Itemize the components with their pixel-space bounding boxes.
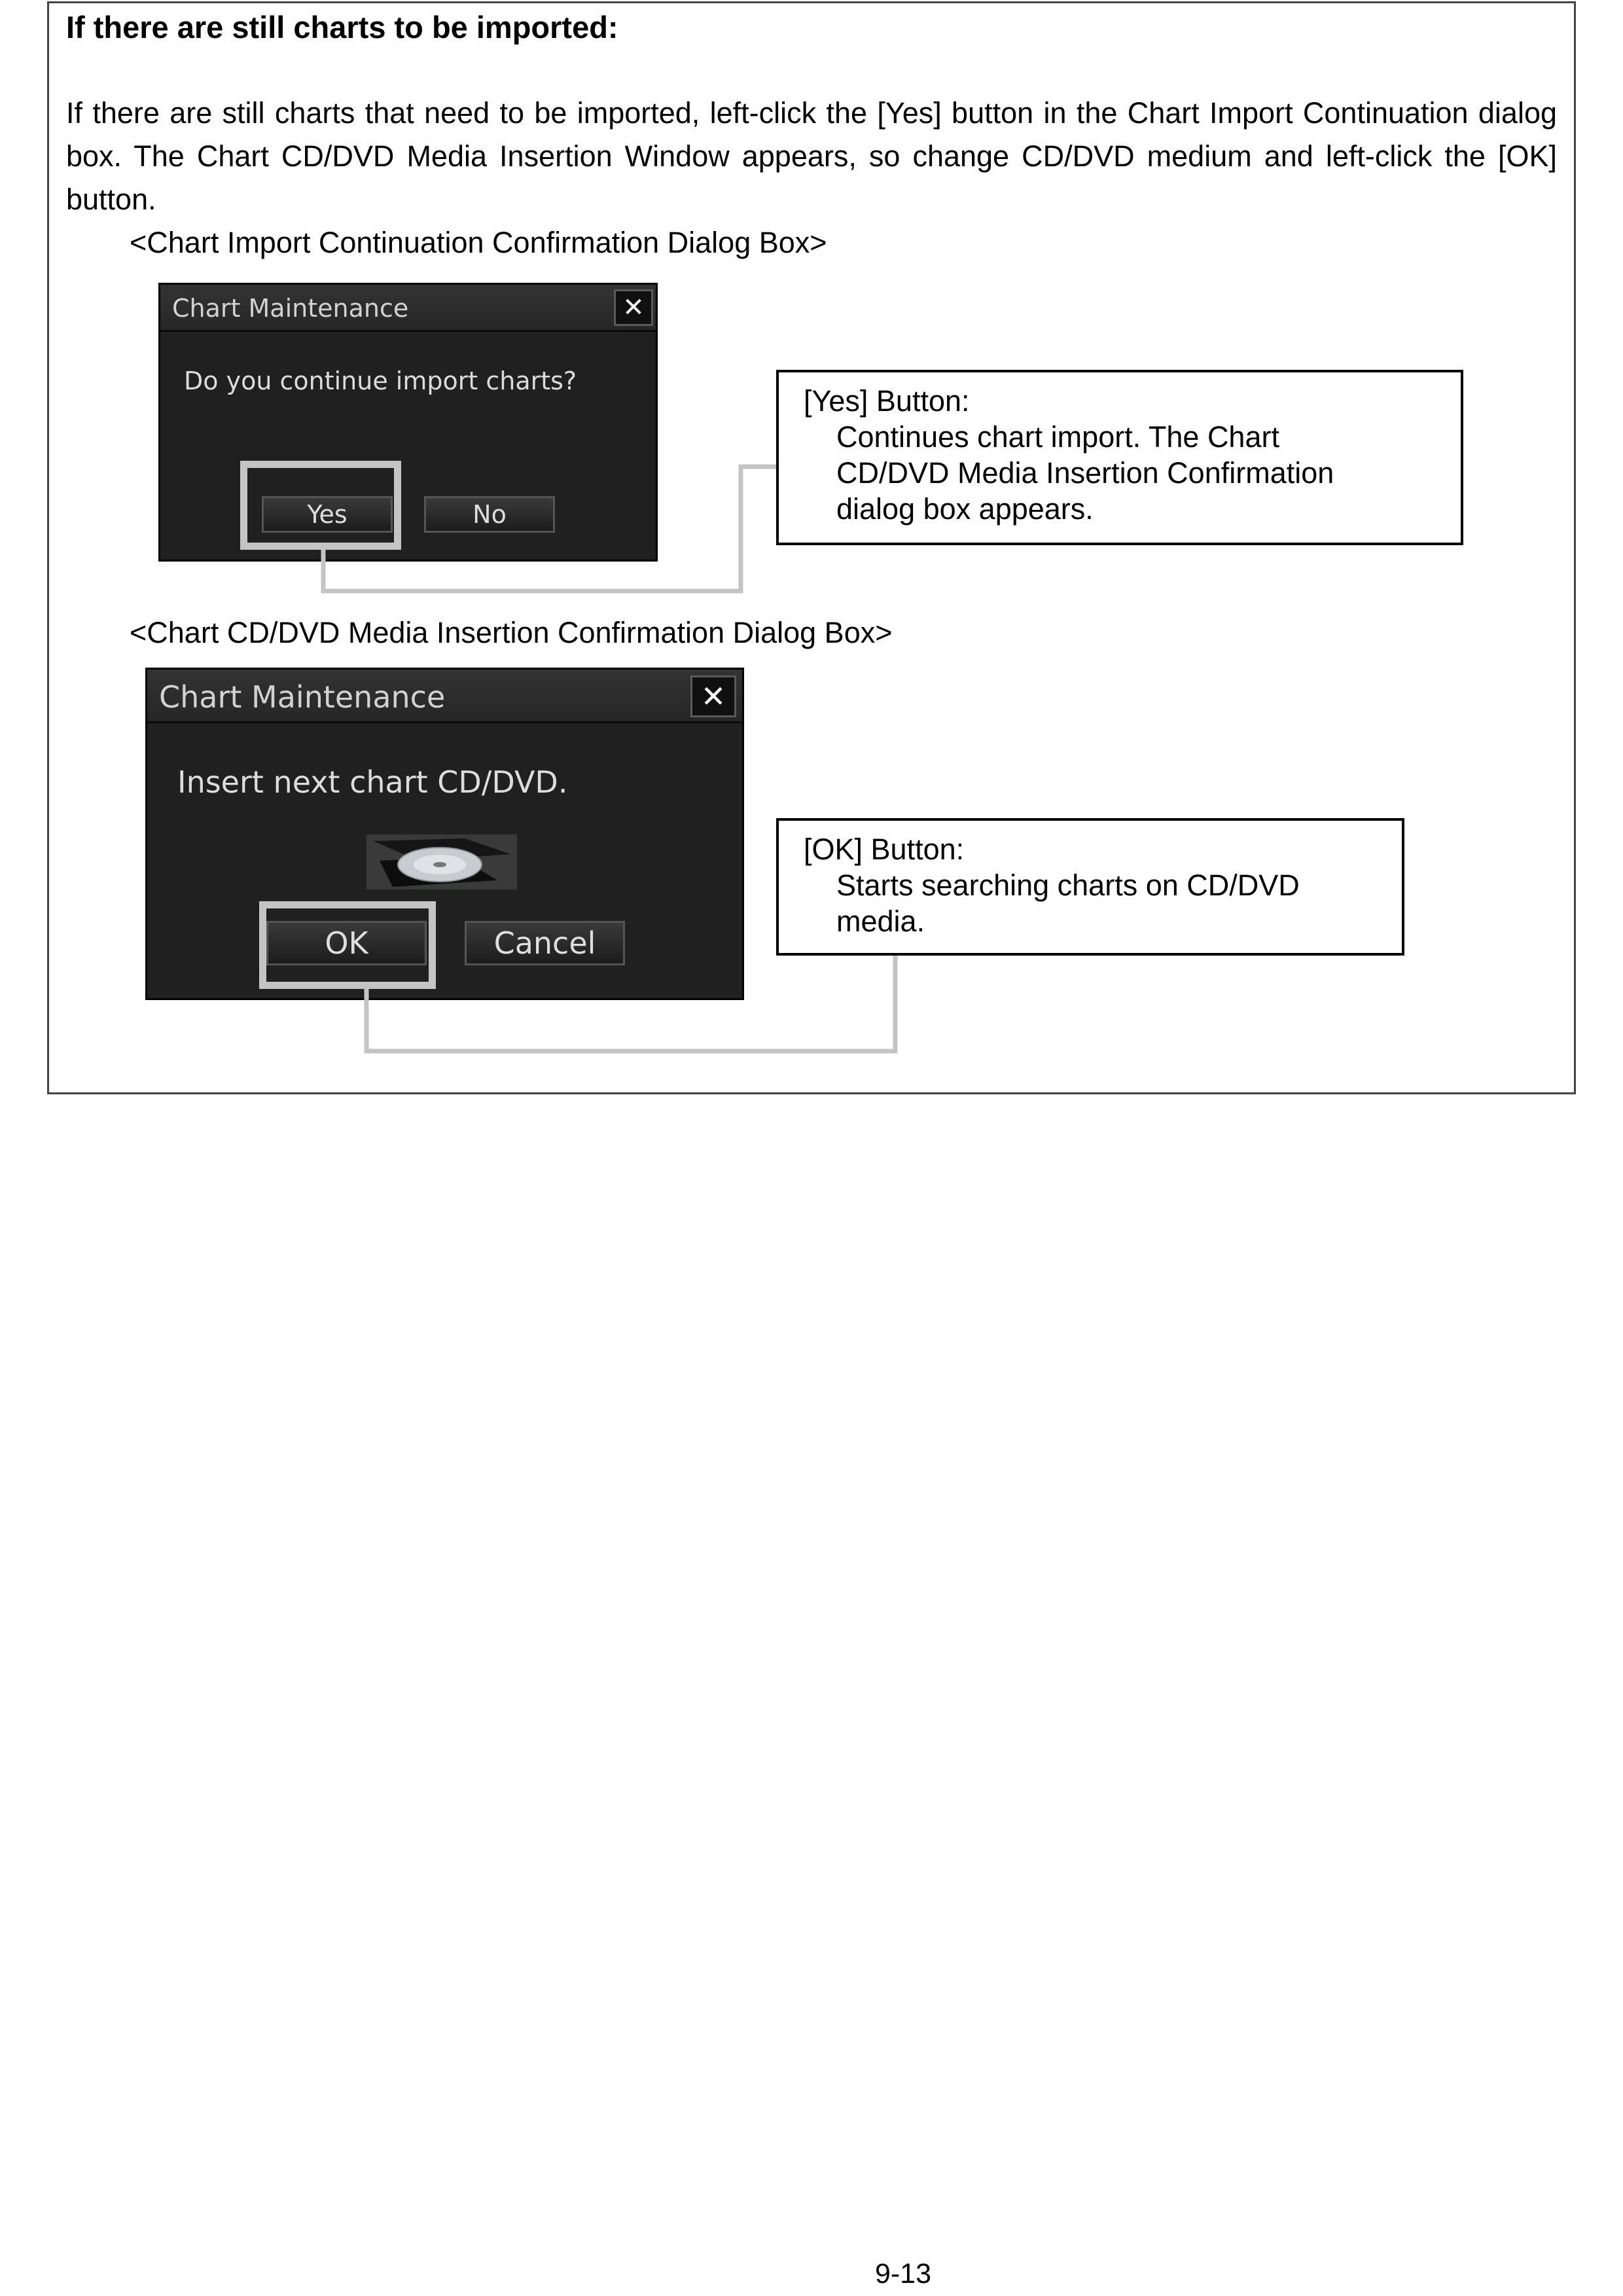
page-number: 9-13 bbox=[874, 2258, 932, 2289]
section-heading: If there are still charts to be imported: bbox=[66, 10, 618, 45]
figure2-caption: <Chart CD/DVD Media Insertion Confirmation Dialog Box> bbox=[130, 616, 893, 649]
callout-body: Starts searching charts on CD/DVD media. bbox=[836, 869, 1300, 938]
ok-button-label: OK bbox=[325, 925, 368, 961]
ok-connector-line bbox=[366, 956, 895, 1051]
close-glyph: ✕ bbox=[622, 293, 645, 323]
cancel-button-label: Cancel bbox=[493, 925, 596, 961]
dialog-message: Insert next chart CD/DVD. bbox=[177, 764, 568, 800]
dialog-title: Chart Maintenance bbox=[159, 679, 446, 715]
dialog-message: Do you continue import charts? bbox=[184, 367, 577, 395]
no-button-label: No bbox=[473, 500, 507, 529]
yes-connector-line bbox=[323, 467, 776, 591]
instruction-paragraph: If there are still charts that need to be imported, left-click the [Yes] button in the Chart Import Continuation dialog box. The Chart CD/DVD Media Insertion Window appears, so change CD/DVD medium and left-click the [OK] button. bbox=[66, 96, 1557, 216]
callout-title: [OK] Button: bbox=[804, 833, 965, 866]
yes-button-label: Yes bbox=[307, 500, 348, 529]
callout-title: [Yes] Button: bbox=[804, 384, 970, 418]
callout-body: Continues chart import. The Chart CD/DVD Media Insertion Confirmation dialog box appears. bbox=[836, 420, 1334, 526]
dialog-title: Chart Maintenance bbox=[172, 294, 409, 323]
close-glyph: ✕ bbox=[700, 679, 726, 714]
figure1-caption: <Chart Import Continuation Confirmation Dialog Box> bbox=[130, 226, 827, 259]
